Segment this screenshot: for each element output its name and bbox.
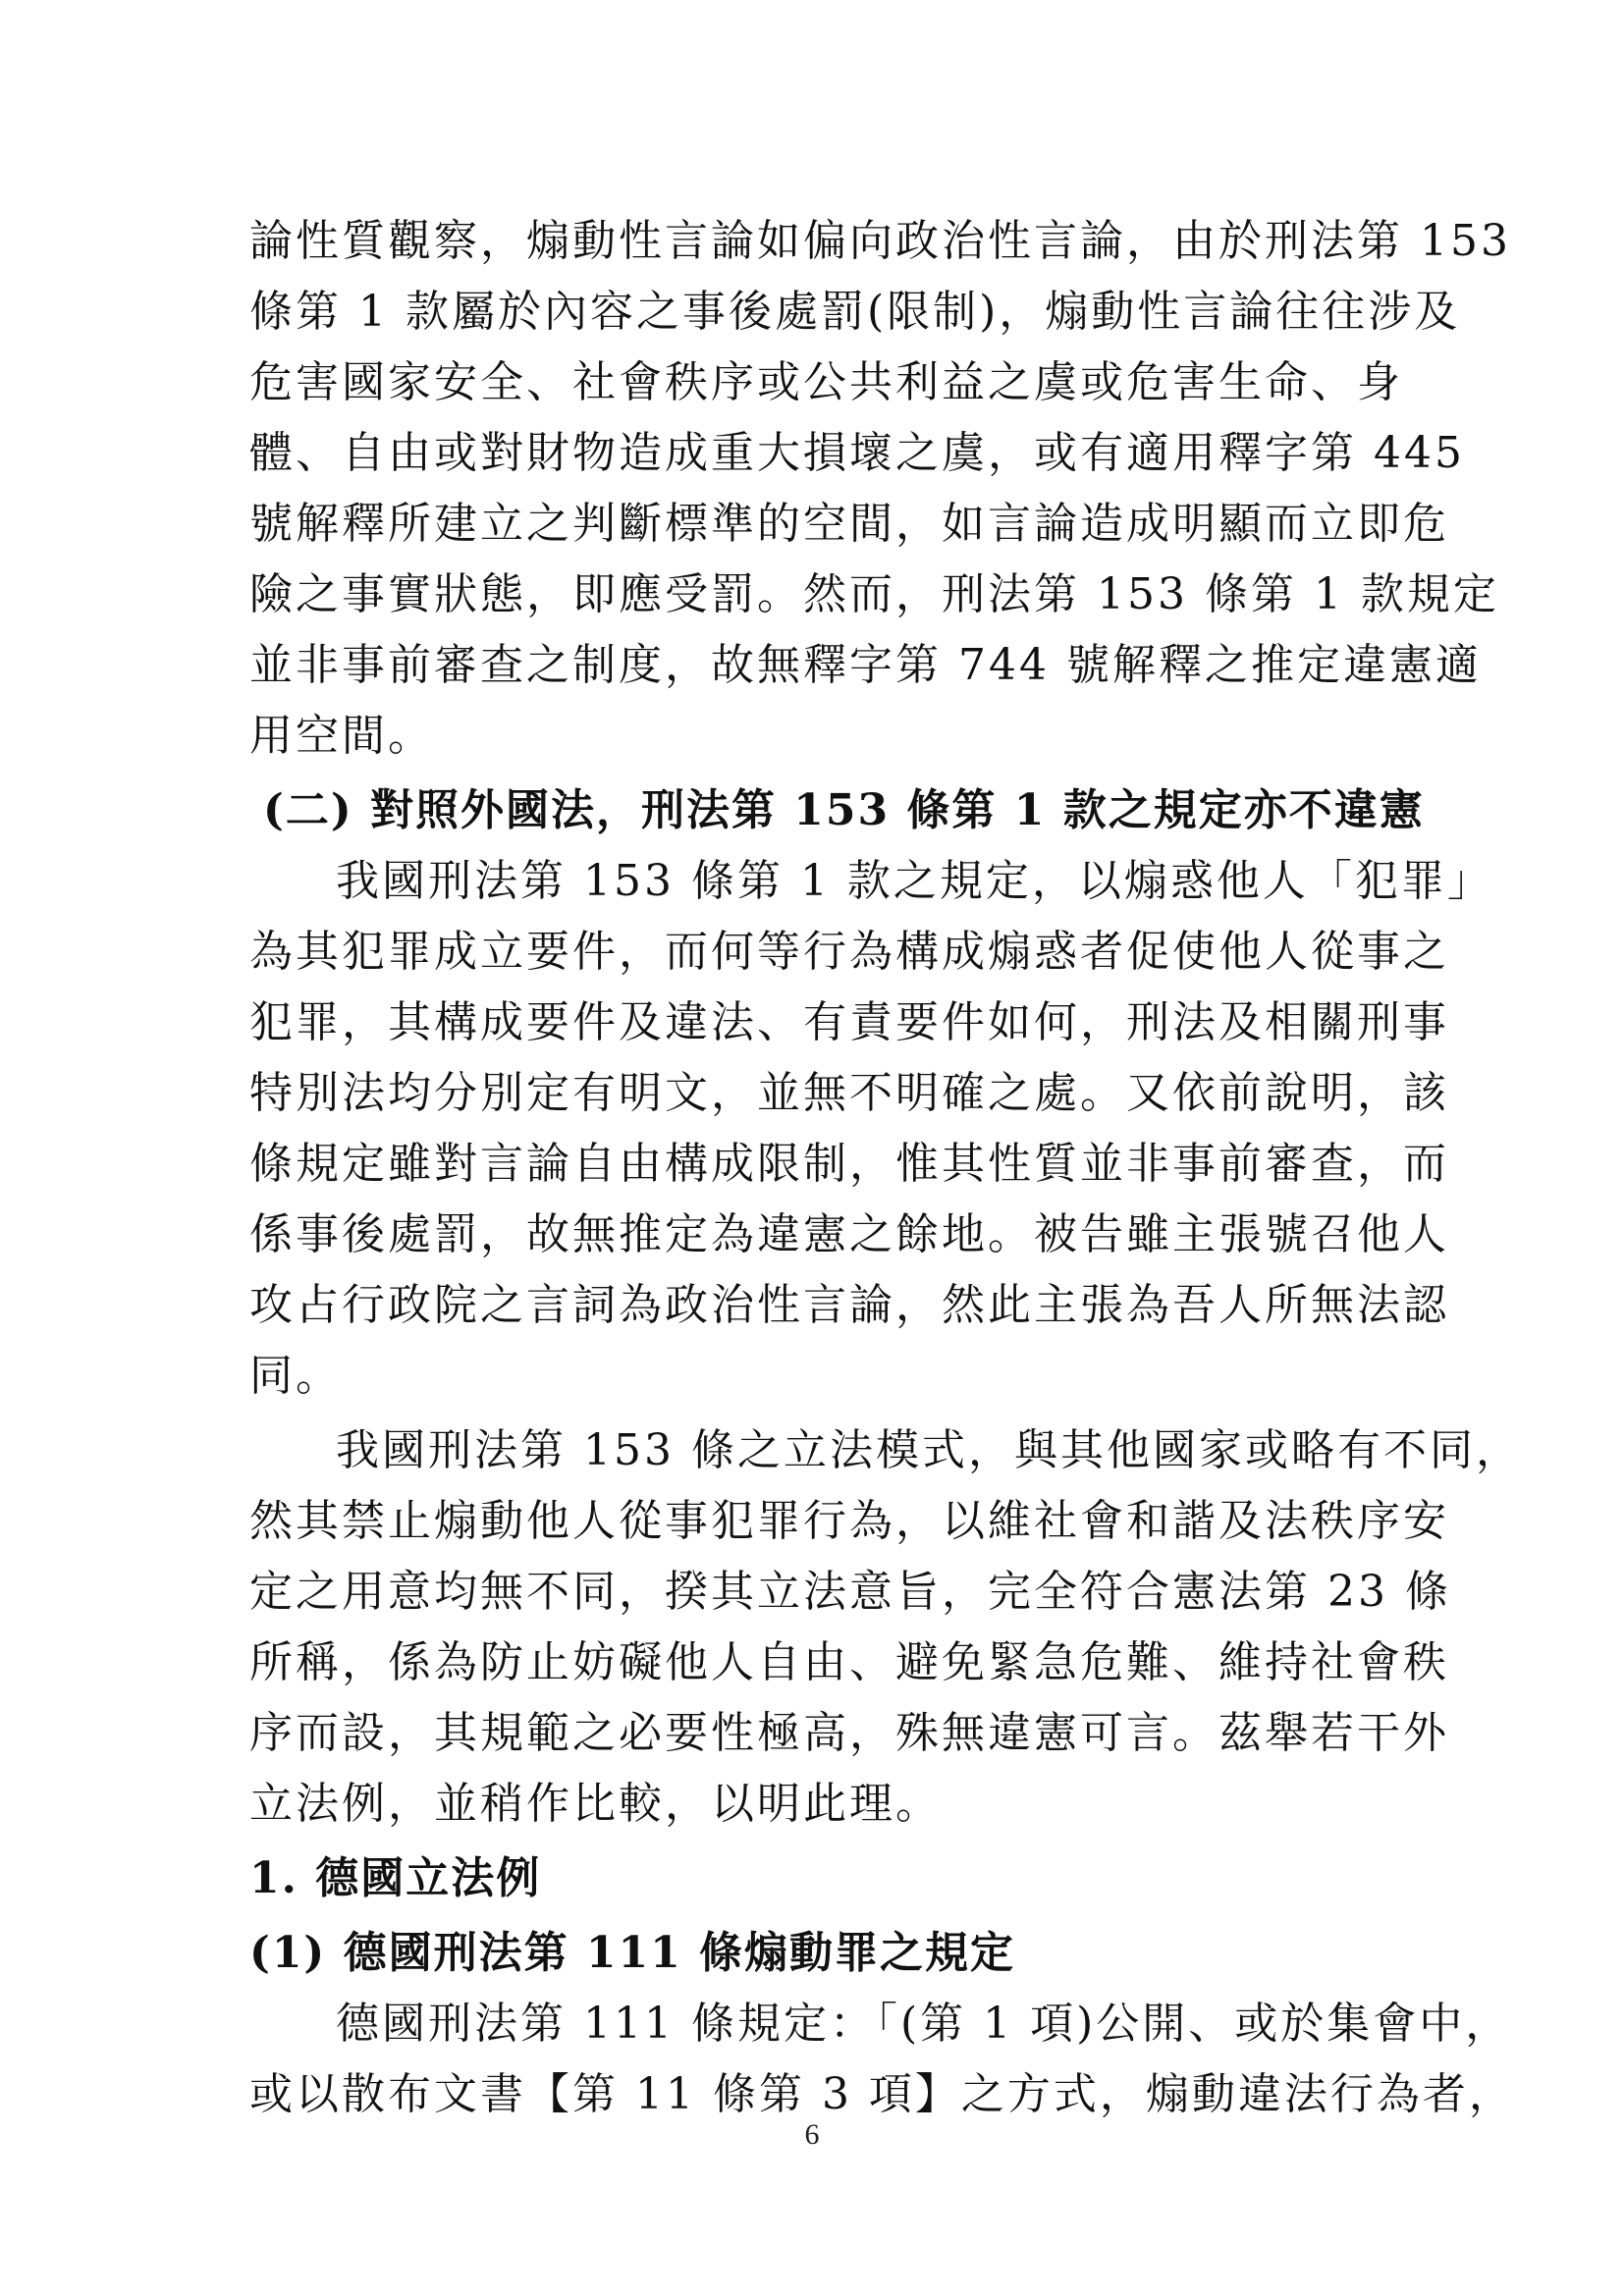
text-line: 德國刑法第 111 條規定：「(第 1 項)公開、或於集會中，	[336, 1999, 1512, 2049]
text-line: 條第 1 款屬於內容之事後處罰(限制)，煽動性言論往往涉及	[249, 287, 1461, 337]
text-line: 立法例，並稍作比較，以明此理。	[249, 1779, 942, 1829]
text-line: 然其禁止煽動他人從事犯罪行為，以維社會和諧及法秩序安	[249, 1496, 1449, 1546]
text-line: 犯罪，其構成要件及違法、有責要件如何，刑法及相關刑事	[249, 997, 1449, 1047]
text-line: 我國刑法第 153 條第 1 款之規定，以煽惑他人「犯罪」	[336, 856, 1493, 906]
page-number: 6	[804, 2118, 820, 2151]
text-line: 用空間。	[249, 711, 434, 761]
text-line: 為其犯罪成立要件，而何等行為構成煽惑者促使他人從事之	[249, 927, 1449, 977]
page-body	[249, 206, 1522, 2130]
section-heading: (二) 對照外國法，刑法第 153 條第 1 款之規定亦不違憲	[263, 785, 1425, 835]
sub-subsection-heading: (1) 德國刑法第 111 條煽動罪之規定	[249, 1928, 1016, 1978]
text-line: 序而設，其規範之必要性極高，殊無違憲可言。茲舉若干外	[249, 1708, 1449, 1758]
text-line: 係事後處罰，故無推定為違憲之餘地。被告雖主張號召他人	[249, 1209, 1449, 1259]
text-line: 攻占行政院之言詞為政治性言論，然此主張為吾人所無法認	[249, 1280, 1449, 1330]
text-line: 號解釋所建立之判斷標準的空間，如言論造成明顯而立即危	[249, 499, 1449, 549]
text-line: 同。	[249, 1351, 342, 1401]
paragraph-2	[249, 846, 1493, 1412]
text-line: 定之用意均無不同，揆其立法意旨，完全符合憲法第 23 條	[249, 1567, 1451, 1617]
text-line: 論性質觀察，煽動性言論如偏向政治性言論，由於刑法第 153	[249, 216, 1511, 266]
text-line: 危害國家安全、社會秩序或公共利益之虞或危害生命、身	[249, 357, 1403, 407]
subsection-heading: 1. 德國立法例	[249, 1853, 542, 1903]
paragraph-1	[249, 206, 1511, 772]
text-line: 險之事實狀態，即應受罰。然而，刑法第 153 條第 1 款規定	[249, 569, 1499, 619]
text-line: 我國刑法第 153 條之立法模式，與其他國家或略有不同，	[336, 1425, 1522, 1475]
text-line: 特別法均分別定有明文，並無不明確之處。又依前說明，該	[249, 1068, 1449, 1118]
paragraph-3	[249, 1415, 1522, 1840]
text-line: 並非事前審查之制度，故無釋字第 744 號解釋之推定違憲適	[249, 640, 1482, 690]
text-line: 或以散布文書【第 11 條第 3 項】之方式，煽動違法行為者，	[249, 2069, 1515, 2119]
paragraph-4	[249, 1989, 1515, 2130]
text-line: 體、自由或對財物造成重大損壞之虞，或有適用釋字第 445	[249, 428, 1465, 478]
text-line: 條規定雖對言論自由構成限制，惟其性質並非事前審查，而	[249, 1139, 1449, 1189]
text-line: 所稱，係為防止妨礙他人自由、避免緊急危難、維持社會秩	[249, 1637, 1449, 1687]
